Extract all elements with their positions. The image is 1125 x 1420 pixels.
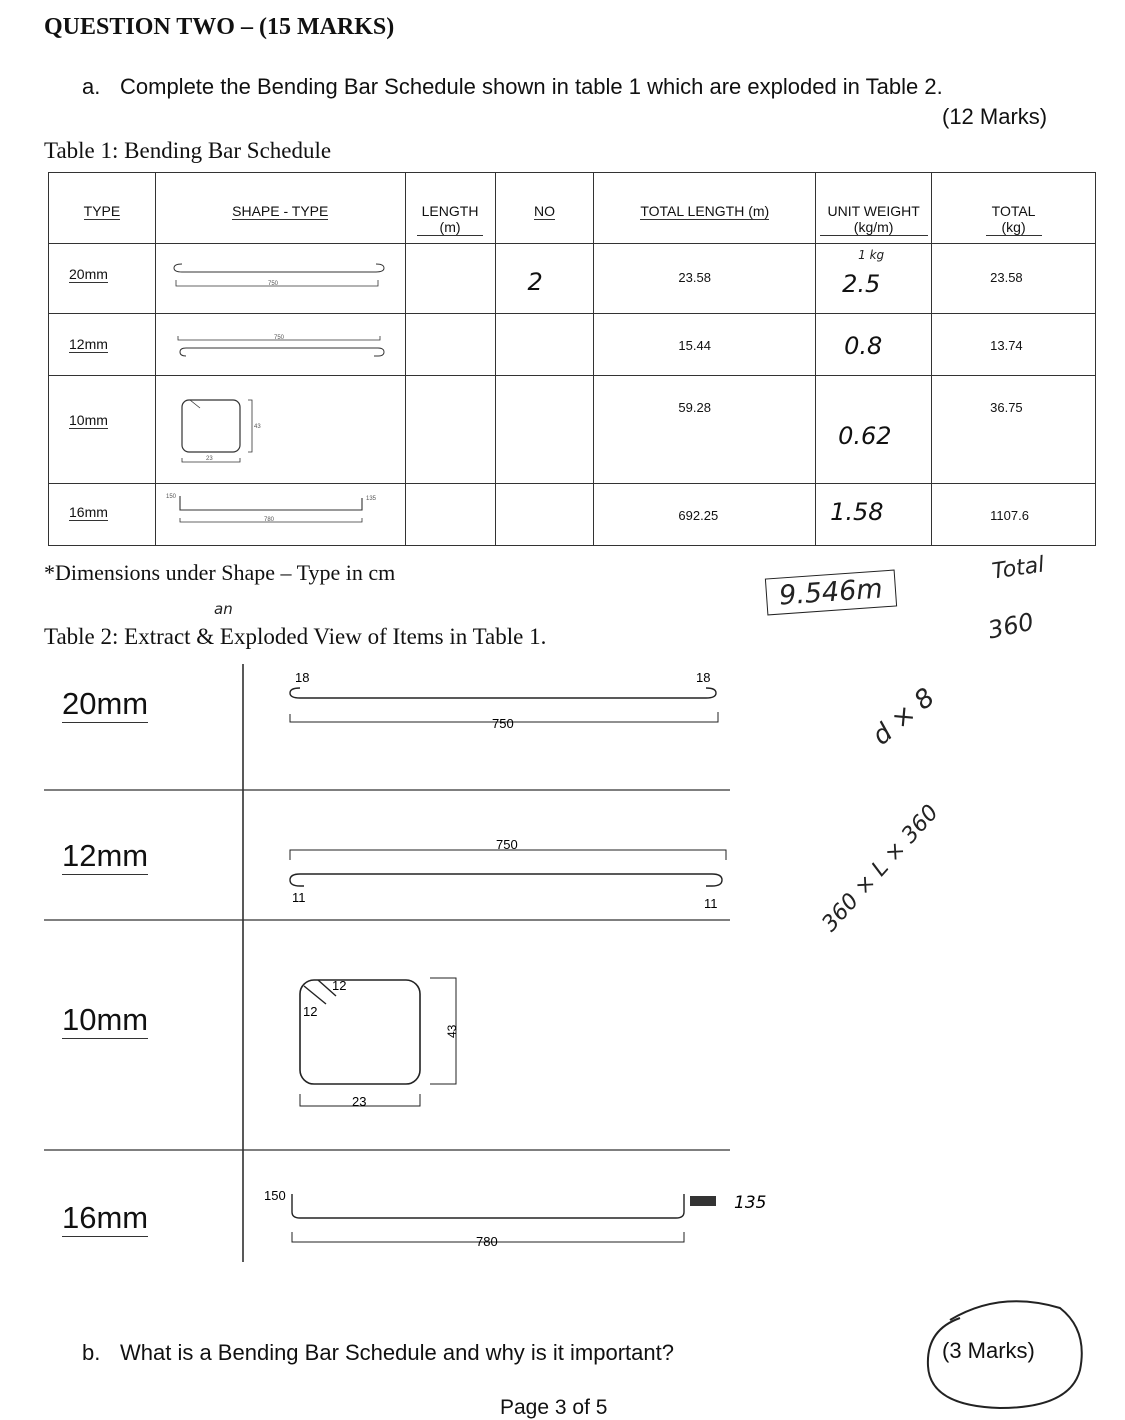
table2-row-type: 16mm (62, 1200, 149, 1235)
handwritten-360: 360 (985, 607, 1037, 645)
dim-label: 11 (704, 896, 718, 911)
row-type: 12mm (69, 336, 108, 352)
row-no: 2 (527, 268, 543, 296)
header-total-length: TOTAL LENGTH (m) (594, 173, 816, 244)
dim-label: 135 (734, 1193, 767, 1213)
row-total-length: 59.28 (678, 400, 711, 415)
part-b-instruction (82, 1340, 674, 1366)
row-unit-weight: 0.8 (844, 332, 883, 360)
mini-dim-label: 23 (205, 456, 213, 462)
handwritten-formula: 360 × L × 360 (817, 800, 944, 937)
dim-label: 23 (352, 1094, 367, 1109)
mini-dim-label: 150 (165, 494, 176, 500)
header-no: NO (495, 173, 594, 244)
mini-dim-label: 750 (267, 281, 278, 287)
dim-label: 780 (476, 1234, 498, 1249)
dimensions-note: *Dimensions under Shape – Type in cm (44, 560, 396, 585)
table1-caption: Table 1: Bending Bar Schedule (44, 138, 332, 163)
dim-label: 18 (696, 670, 711, 685)
row-type: 10mm (69, 412, 108, 428)
shape-12mm (155, 314, 405, 376)
bar-drawing-10mm (300, 978, 459, 1109)
table2-row-type: 12mm (62, 838, 149, 873)
handwritten-scribble: d × 8 (866, 682, 941, 752)
dim-label: 750 (492, 716, 514, 731)
dim-label: 150 (264, 1188, 286, 1203)
table-row (49, 484, 1096, 546)
part-b-text: What is a Bending Bar Schedule and why is it important? (120, 1340, 674, 1365)
table-row (49, 314, 1096, 376)
row-unit-weight: 1.58 (830, 498, 884, 526)
handwritten-boxed-total: 9.546m (765, 570, 897, 616)
dim-label: 12 (332, 978, 347, 993)
mini-dim-label: 135 (365, 496, 376, 502)
shape-20mm (155, 244, 405, 314)
table-row (49, 244, 1096, 314)
shape-10mm (155, 376, 405, 484)
row-total: 36.75 (990, 400, 1023, 415)
page-number: Page 3 of 5 (500, 1396, 608, 1419)
row-unit-weight: 2.5 (842, 270, 881, 298)
dim-label: 18 (295, 670, 310, 685)
table2-caption: Table 2: Extract & Exploded View of Items in Table 1. (44, 624, 547, 649)
dim-label: 43 (445, 1024, 459, 1038)
dim-label: 12 (303, 1004, 318, 1019)
mini-dim-label: 750 (273, 335, 284, 341)
table2-row-type: 20mm (62, 686, 149, 721)
bending-bar-schedule-table (48, 172, 1096, 546)
bar-drawing-20mm (290, 670, 718, 731)
bar-drawing-12mm (290, 837, 726, 911)
part-a-instruction (82, 74, 943, 100)
row-type: 16mm (69, 504, 108, 520)
row-total-length: 23.58 (678, 270, 711, 285)
part-a-text: Complete the Bending Bar Schedule shown in table 1 which are exploded in Table 2. (120, 74, 943, 99)
row-total: 1107.6 (990, 508, 1029, 523)
header-total: TOTAL (kg) (932, 173, 1096, 244)
table1-header-row (49, 173, 1096, 244)
row-total-length: 692.25 (678, 508, 719, 523)
handwritten-total-word: Total (990, 552, 1046, 585)
table2-grid (0, 650, 800, 1280)
row-total: 13.74 (990, 338, 1023, 353)
row-type: 20mm (69, 266, 108, 282)
question-heading: QUESTION TWO – (15 MARKS) (44, 14, 395, 40)
part-b-label: b. (82, 1340, 101, 1365)
row-total: 23.58 (990, 270, 1023, 285)
table2-row-type: 10mm (62, 1002, 149, 1037)
part-b-marks: (3 Marks) (942, 1338, 1035, 1363)
mini-dim-label: 43 (253, 424, 261, 430)
shape-16mm (155, 484, 405, 546)
header-unit-weight: UNIT WEIGHT (kg/m) (816, 173, 932, 244)
unit-weight-note: 1 kg (858, 248, 885, 262)
mini-dim-label: 780 (263, 517, 274, 523)
part-a-marks: (12 Marks) (942, 104, 1048, 129)
header-length: LENGTH (m) (405, 173, 495, 244)
header-shape-type: SHAPE - TYPE (155, 173, 405, 244)
dim-label: 11 (292, 890, 306, 905)
row-unit-weight: 0.62 (838, 422, 892, 450)
header-type: TYPE (49, 173, 156, 244)
part-a-label: a. (82, 74, 101, 99)
bar-drawing-16mm (264, 1188, 766, 1249)
dim-label: 750 (496, 837, 518, 852)
row-total-length: 15.44 (678, 338, 711, 353)
table-row (49, 376, 1096, 484)
handwritten-circle (920, 1290, 1090, 1415)
caption-insert-handwriting: an (214, 600, 233, 618)
